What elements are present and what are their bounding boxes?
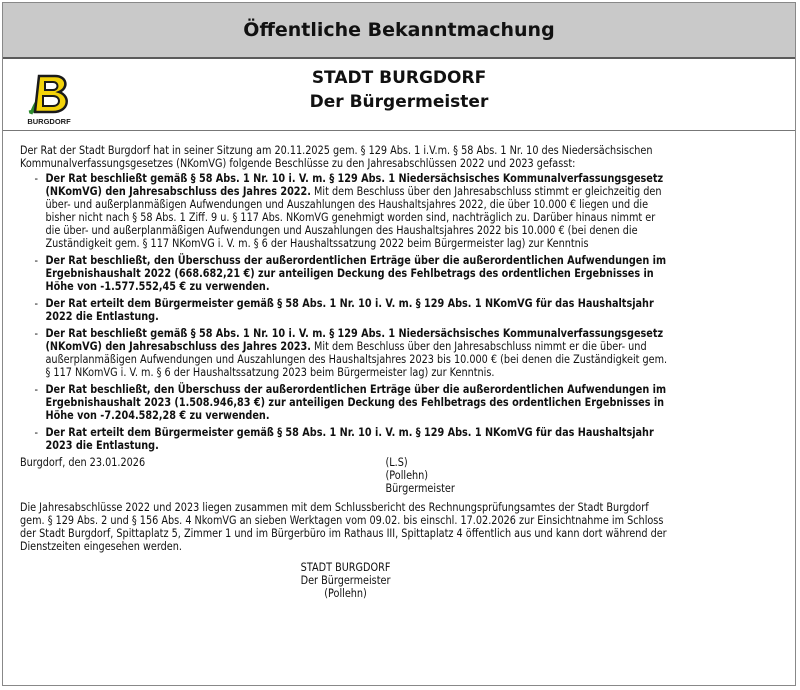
announcement [2, 2, 796, 686]
seal-mark: (L.S) [385, 455, 408, 469]
resolution-item: - Der Rat beschließt gemäß § 58 Abs. 1 Nr. 10 i. V. m. § 129 Abs. 1 Niedersächsisches Kommunalverfassungsgesetz (NKomVG) den Jahresabschluss des Jahres 2023. Mit dem Beschluss über den Jahresabschluss nimmt er die über- und außerplanmäßigen Aufwendungen und Auszahlungen des Haushaltsjahres 2023 bis 10.000 € (bei denen die Zuständigkeit gem. § 117 NKomVG i. V. m. § 6 der Haushaltssatzung 2023 beim Bürgermeister lag) zur Kenntnis. [34, 326, 668, 379]
resolution-item: - Der Rat erteilt dem Bürgermeister gemäß § 58 Abs. 1 Nr. 10 i. V. m. § 129 Abs. 1 NKomVG für das Haushaltsjahr 2022 die Entlastung. [34, 296, 654, 323]
banner-title: Öffentliche Bekanntmachung [243, 19, 555, 41]
announcement-body [20, 144, 671, 600]
resolution-bold: Der Rat beschließt, den Überschuss der außerordentlichen Erträge über die außerordentlichen Aufwendungen im Ergebnishaushalt 2023 (1.508.946,83 €) zur anteiligen Deckung des Fehlbetrags des ordentlichen Ergebnisses in Höhe von -7.204.582,28 € zu verwenden. [45, 382, 667, 422]
footer-signature [20, 561, 671, 600]
resolution-bold: Der Rat beschließt gemäß § 58 Abs. 1 Nr. 10 i. V. m. § 129 Abs. 1 Niedersächsisches Kommunalverfassungsgesetz (NKomVG) den Jahresabschluss des Jahres 2023. [45, 326, 664, 353]
logo-word: BURGDORF [27, 117, 71, 126]
resolution-text: Mit dem Beschluss über den Jahresabschluss nimmt er die über- und außerplanmäßigen Aufwendungen und Auszahlungen des Haushaltsjahres 2023 bis 10.000 € (bei denen die Zuständigkeit gem. § 117 NKomVG i. V. m. § 6 der Haushaltssatzung 2023 beim Bürgermeister lag) zur Kenntnis. [45, 339, 668, 379]
resolution-item: - Der Rat erteilt dem Bürgermeister gemäß § 58 Abs. 1 Nr. 10 i. V. m. § 129 Abs. 1 NKomVG für das Haushaltsjahr 2023 die Entlastung. [34, 425, 654, 452]
inspection-notice: Die Jahresabschlüsse 2022 und 2023 liegen zusammen mit dem Schlussbericht des Rechnungsprüfungsamtes der Stadt Burgdorf gem. § 129 Abs. 2 und § 156 Abs. 4 NkomVG an sieben Werktagen vom 09.02. bis einschl. 17.02.2026 zur Einsichtnahme im Schloss der Stadt Burgdorf, Spittaplatz 5, Zimmer 1 und im Bürgerbüro im Rathaus III, Spittaplatz 4 öffentlich aus und kann dort während der Dienstzeiten eingesehen werden. [20, 500, 667, 553]
resolution-item: - Der Rat beschließt, den Überschuss der außerordentlichen Erträge über die außerordentlichen Aufwendungen im Ergebnishaushalt 2023 (1.508.946,83 €) zur anteiligen Deckung des Fehlbetrags des ordentlichen Ergebnisses in Höhe von -7.204.582,28 € zu verwenden. [34, 382, 667, 422]
place-date: Burgdorf, den 23.01.2026 [20, 455, 146, 469]
office-name: Der Bürgermeister [309, 92, 489, 112]
resolution-list [20, 172, 671, 452]
footer-name: (Pollehn) [324, 586, 367, 600]
resolution-bold: Der Rat beschließt gemäß § 58 Abs. 1 Nr. 10 i. V. m. § 129 Abs. 1 Niedersächsisches Kommunalverfassungsgesetz (NKomVG) den Jahresabschluss des Jahres 2022. [45, 171, 664, 198]
city-name: STADT BURGDORF [311, 68, 487, 88]
intro-paragraph: Der Rat der Stadt Burgdorf hat in seiner Sitzung am 20.11.2025 gem. § 129 Abs. 1 i.V.m. § 58 Abs. 1 Nr. 10 des Niedersächsischen Kommunalverfassungsgesetzes (NKomVG) folgende Beschlüsse zu den Jahresabschlüssen 2022 und 2023 gefasst: [20, 143, 653, 170]
footer-office: Der Bürgermeister [300, 573, 391, 587]
resolution-item: - Der Rat beschließt gemäß § 58 Abs. 1 Nr. 10 i. V. m. § 129 Abs. 1 Niedersächsisches Kommunalverfassungsgesetz (NKomVG) den Jahresabschluss des Jahres 2022. Mit dem Beschluss über den Jahresabschluss stimmt er gleichzeitig den über- und außerplanmäßigen Aufwendungen und Auszahlungen des Haushaltsjahres 2022, die über 10.000 € liegen und die bisher nicht nach § 58 Abs. 1 Ziff. 9 u. § 117 Abs. NKomVG genehmigt worden sind, nachträglich zu. Darüber hinaus nimmt er die über- und außerplanmäßigen Aufwendungen und Auszahlungen des Haushaltsjahres 2022 bis 10.000 € (bei denen die Zuständigkeit gem. § 117 NKomVG i. V. m. § 6 der Haushaltssatzung 2022 beim Bürgermeister lag) zur Kenntnis [34, 171, 664, 250]
resolution-bold: Der Rat erteilt dem Bürgermeister gemäß § 58 Abs. 1 Nr. 10 i. V. m. § 129 Abs. 1 NKomVG für das Haushaltsjahr 2023 die Entlastung. [45, 425, 654, 452]
signatory-name: (Pollehn) [385, 468, 429, 482]
signatory-role: Bürgermeister [385, 481, 455, 495]
signature-row [20, 456, 671, 498]
resolution-bold: Der Rat beschließt, den Überschuss der außerordentlichen Erträge über die außerordentlichen Aufwendungen im Ergebnishaushalt 2022 (668.682,21 €) zur anteiligen Deckung des Fehlbetrags des ordentlichen Ergebnisses in Höhe von -1.577.552,45 € zu verwenden. [45, 253, 667, 293]
announcement-banner [3, 3, 795, 59]
signature-block [386, 456, 455, 495]
header [3, 60, 795, 131]
resolution-text: Mit dem Beschluss über den Jahresabschluss stimmt er gleichzeitig den über- und außerplanmäßigen Aufwendungen und Auszahlungen des Haushaltsjahres 2022, die über 10.000 € liegen und die bisher nicht nach § 58 Abs. 1 Ziff. 9 u. § 117 Abs. NKomVG genehmigt worden sind, nachträglich zu. Darüber hinaus nimmt er die über- und außerplanmäßigen Aufwendungen und Auszahlungen des Haushaltsjahres 2022 bis 10.000 € (bei denen die Zuständigkeit gem. § 117 NKomVG i. V. m. § 6 der Haushaltssatzung 2022 beim Bürgermeister lag) zur Kenntnis [45, 184, 662, 250]
footer-city: STADT BURGDORF [300, 560, 391, 574]
resolution-bold: Der Rat erteilt dem Bürgermeister gemäß § 58 Abs. 1 Nr. 10 i. V. m. § 129 Abs. 1 NKomVG für das Haushaltsjahr 2022 die Entlastung. [45, 296, 654, 323]
resolution-item: - Der Rat beschließt, den Überschuss der außerordentlichen Erträge über die außerordentlichen Aufwendungen im Ergebnishaushalt 2022 (668.682,21 €) zur anteiligen Deckung des Fehlbetrags des ordentlichen Ergebnisses in Höhe von -1.577.552,45 € zu verwenden. [34, 253, 667, 293]
